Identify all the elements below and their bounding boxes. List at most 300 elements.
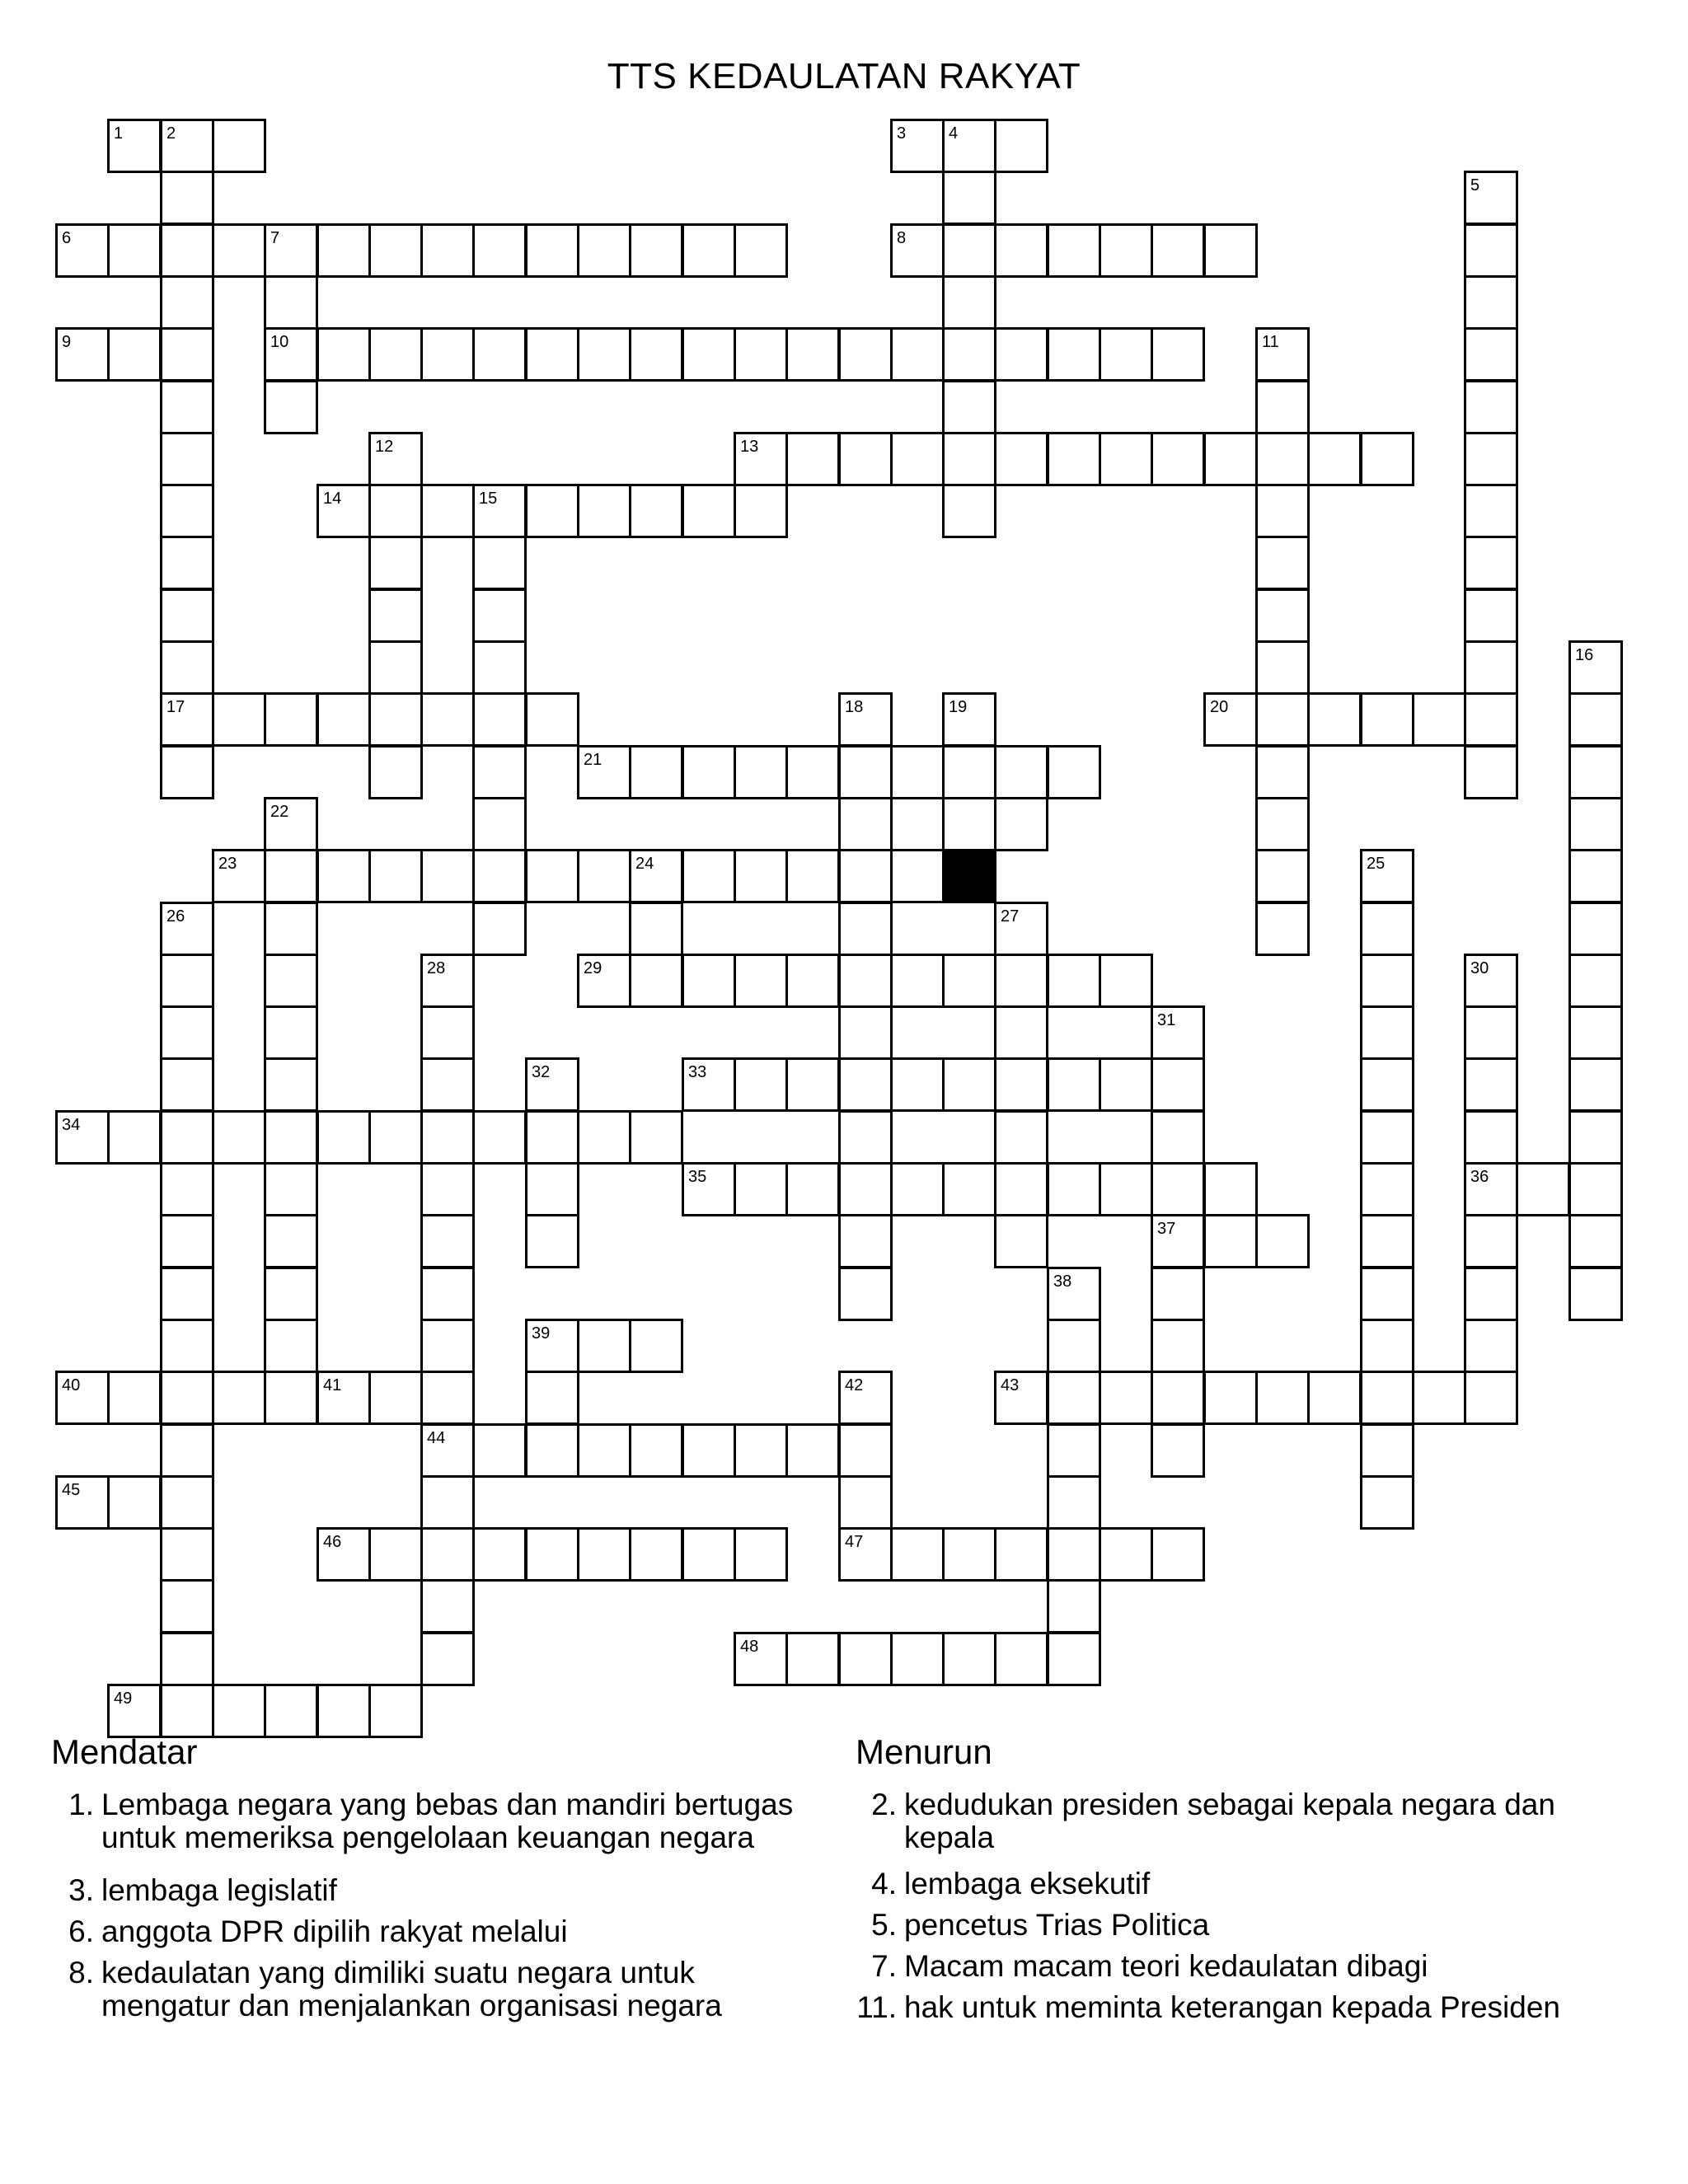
grid-cell[interactable] [1568, 745, 1623, 799]
grid-cell[interactable] [1099, 223, 1153, 278]
grid-cell[interactable] [264, 275, 318, 330]
grid-cell[interactable] [1568, 1214, 1623, 1268]
grid-cell[interactable] [160, 1684, 214, 1738]
grid-cell[interactable] [994, 1110, 1048, 1165]
grid-cell[interactable] [420, 954, 475, 1008]
grid-cell[interactable] [160, 1632, 214, 1686]
grid-cell[interactable] [1464, 1005, 1518, 1060]
grid-cell[interactable] [160, 119, 214, 173]
grid-cell[interactable] [420, 1527, 475, 1582]
grid-cell[interactable] [420, 1162, 475, 1216]
grid-cell[interactable] [734, 745, 788, 799]
grid-cell[interactable] [629, 327, 683, 382]
grid-cell[interactable] [942, 1057, 996, 1112]
grid-cell[interactable] [1568, 1057, 1623, 1112]
grid-cell[interactable] [838, 1475, 893, 1530]
grid-cell[interactable] [629, 1527, 683, 1582]
grid-cell[interactable] [1464, 223, 1518, 278]
grid-cell[interactable] [785, 432, 840, 486]
grid-cell[interactable] [785, 1423, 840, 1478]
grid-cell[interactable] [316, 692, 371, 747]
grid-cell[interactable] [472, 588, 527, 643]
grid-cell[interactable] [1099, 1527, 1153, 1582]
grid-cell[interactable] [368, 1110, 423, 1165]
grid-cell[interactable] [577, 1423, 631, 1478]
grid-cell[interactable] [1568, 692, 1623, 747]
grid-cell[interactable] [264, 902, 318, 956]
grid-cell[interactable] [368, 327, 423, 382]
grid-cell[interactable] [1360, 1267, 1414, 1321]
grid-cell[interactable] [1464, 536, 1518, 590]
grid-cell[interactable] [629, 1319, 683, 1373]
grid-cell[interactable] [890, 954, 945, 1008]
grid-cell[interactable] [1255, 327, 1310, 382]
grid-cell[interactable] [212, 1684, 266, 1738]
grid-cell[interactable] [160, 745, 214, 799]
grid-cell[interactable] [264, 1214, 318, 1268]
grid-cell[interactable] [1412, 692, 1466, 747]
grid-cell[interactable] [368, 640, 423, 695]
grid-cell[interactable] [734, 1423, 788, 1478]
grid-cell[interactable] [890, 327, 945, 382]
grid-cell[interactable] [994, 119, 1048, 173]
grid-cell[interactable] [838, 1632, 893, 1686]
grid-cell[interactable] [1151, 1423, 1205, 1478]
grid-cell[interactable] [1464, 692, 1518, 747]
grid-cell[interactable] [160, 484, 214, 538]
grid-cell[interactable] [1203, 1214, 1258, 1268]
grid-cell[interactable] [629, 1110, 683, 1165]
grid-cell[interactable] [1360, 1319, 1414, 1373]
grid-cell[interactable] [942, 1527, 996, 1582]
grid-cell[interactable] [160, 1527, 214, 1582]
grid-cell[interactable] [682, 1162, 736, 1216]
grid-cell[interactable] [316, 1684, 371, 1738]
grid-cell[interactable] [942, 223, 996, 278]
grid-cell[interactable] [55, 327, 110, 382]
grid-cell[interactable] [420, 1267, 475, 1321]
grid-cell[interactable] [629, 223, 683, 278]
grid-cell[interactable] [1151, 1057, 1205, 1112]
grid-cell[interactable] [264, 1110, 318, 1165]
grid-cell[interactable] [629, 1423, 683, 1478]
grid-cell[interactable] [785, 1162, 840, 1216]
grid-cell[interactable] [525, 1110, 579, 1165]
grid-cell[interactable] [525, 1319, 579, 1373]
grid-cell[interactable] [160, 954, 214, 1008]
grid-cell[interactable] [1255, 1214, 1310, 1268]
grid-cell[interactable] [1099, 954, 1153, 1008]
grid-cell[interactable] [160, 432, 214, 486]
grid-cell[interactable] [890, 797, 945, 851]
grid-cell[interactable] [682, 849, 736, 903]
grid-cell[interactable] [1203, 1371, 1258, 1425]
grid-cell[interactable] [942, 432, 996, 486]
grid-cell[interactable] [577, 849, 631, 903]
grid-cell[interactable] [785, 745, 840, 799]
grid-cell[interactable] [1151, 1162, 1205, 1216]
grid-cell[interactable] [1203, 1162, 1258, 1216]
grid-cell[interactable] [160, 1057, 214, 1112]
grid-cell[interactable] [160, 1319, 214, 1373]
grid-cell[interactable] [1047, 1632, 1101, 1686]
grid-cell[interactable] [734, 954, 788, 1008]
grid-cell[interactable] [1360, 1057, 1414, 1112]
grid-cell[interactable] [472, 692, 527, 747]
grid-cell[interactable] [525, 223, 579, 278]
grid-cell[interactable] [890, 745, 945, 799]
grid-cell[interactable] [264, 797, 318, 851]
grid-cell[interactable] [629, 902, 683, 956]
grid-cell[interactable] [55, 1110, 110, 1165]
grid-cell[interactable] [1360, 1371, 1414, 1425]
grid-cell[interactable] [1307, 432, 1362, 486]
grid-cell[interactable] [1255, 1371, 1310, 1425]
grid-cell[interactable] [368, 1684, 423, 1738]
grid-cell[interactable] [838, 1005, 893, 1060]
grid-cell[interactable] [629, 484, 683, 538]
grid-cell[interactable] [942, 275, 996, 330]
grid-cell[interactable] [107, 1371, 162, 1425]
grid-cell[interactable] [107, 119, 162, 173]
grid-cell[interactable] [1360, 432, 1414, 486]
grid-cell[interactable] [472, 1527, 527, 1582]
grid-cell[interactable] [1360, 849, 1414, 903]
grid-cell[interactable] [994, 1632, 1048, 1686]
grid-cell[interactable] [1099, 1162, 1153, 1216]
grid-cell[interactable] [785, 1057, 840, 1112]
grid-cell[interactable] [629, 849, 683, 903]
grid-cell[interactable] [577, 954, 631, 1008]
grid-cell[interactable] [890, 849, 945, 903]
grid-cell[interactable] [1360, 902, 1414, 956]
grid-cell[interactable] [994, 1371, 1048, 1425]
grid-cell[interactable] [1464, 171, 1518, 225]
grid-cell[interactable] [942, 171, 996, 225]
grid-cell[interactable] [785, 849, 840, 903]
grid-cell[interactable] [1151, 1527, 1205, 1582]
grid-cell[interactable] [1047, 1267, 1101, 1321]
grid-cell[interactable] [264, 954, 318, 1008]
grid-cell[interactable] [264, 380, 318, 434]
grid-cell[interactable] [734, 849, 788, 903]
grid-cell[interactable] [368, 223, 423, 278]
grid-cell[interactable] [1516, 1162, 1570, 1216]
grid-cell[interactable] [472, 327, 527, 382]
grid-cell[interactable] [525, 1214, 579, 1268]
grid-cell[interactable] [1360, 692, 1414, 747]
grid-cell[interactable] [1255, 902, 1310, 956]
grid-cell[interactable] [577, 223, 631, 278]
grid-cell[interactable] [994, 223, 1048, 278]
grid-cell[interactable] [160, 640, 214, 695]
grid-cell[interactable] [1464, 327, 1518, 382]
grid-cell[interactable] [1464, 1319, 1518, 1373]
grid-cell[interactable] [1568, 902, 1623, 956]
grid-cell[interactable] [682, 1527, 736, 1582]
grid-cell[interactable] [838, 432, 893, 486]
grid-cell[interactable] [525, 327, 579, 382]
grid-cell[interactable] [838, 902, 893, 956]
grid-cell[interactable] [1568, 1162, 1623, 1216]
grid-cell[interactable] [734, 1057, 788, 1112]
grid-cell[interactable] [1464, 588, 1518, 643]
grid-cell[interactable] [682, 484, 736, 538]
grid-cell[interactable] [1099, 1057, 1153, 1112]
grid-cell[interactable] [1464, 640, 1518, 695]
grid-cell[interactable] [1412, 1371, 1466, 1425]
grid-cell[interactable] [838, 1527, 893, 1582]
grid-cell[interactable] [682, 223, 736, 278]
grid-cell[interactable] [994, 432, 1048, 486]
grid-cell[interactable] [420, 1579, 475, 1633]
grid-cell[interactable] [420, 1214, 475, 1268]
grid-cell[interactable] [1151, 1319, 1205, 1373]
grid-cell[interactable] [368, 849, 423, 903]
grid-cell[interactable] [994, 327, 1048, 382]
grid-cell[interactable] [734, 327, 788, 382]
grid-cell[interactable] [107, 223, 162, 278]
grid-cell[interactable] [942, 745, 996, 799]
grid-cell[interactable] [1464, 1214, 1518, 1268]
grid-cell[interactable] [838, 692, 893, 747]
grid-cell[interactable] [838, 1423, 893, 1478]
grid-cell[interactable] [1255, 536, 1310, 590]
grid-cell[interactable] [1360, 1423, 1414, 1478]
grid-cell[interactable] [785, 327, 840, 382]
grid-cell[interactable] [316, 327, 371, 382]
grid-cell[interactable] [1568, 849, 1623, 903]
grid-cell[interactable] [1464, 380, 1518, 434]
grid-cell[interactable] [942, 954, 996, 1008]
grid-cell[interactable] [994, 1214, 1048, 1268]
grid-cell[interactable] [1047, 954, 1101, 1008]
grid-cell[interactable] [942, 1632, 996, 1686]
grid-cell[interactable] [942, 797, 996, 851]
grid-cell[interactable] [994, 1005, 1048, 1060]
grid-cell[interactable] [1255, 484, 1310, 538]
grid-cell[interactable] [1151, 1371, 1205, 1425]
grid-cell[interactable] [1464, 1267, 1518, 1321]
grid-cell[interactable] [890, 1632, 945, 1686]
grid-cell[interactable] [160, 1475, 214, 1530]
grid-cell[interactable] [577, 1110, 631, 1165]
grid-cell[interactable] [1255, 640, 1310, 695]
grid-cell[interactable] [1047, 223, 1101, 278]
grid-cell[interactable] [1099, 1371, 1153, 1425]
grid-cell[interactable] [1464, 1162, 1518, 1216]
grid-cell[interactable] [264, 1162, 318, 1216]
grid-cell[interactable] [472, 1110, 527, 1165]
grid-cell[interactable] [316, 1527, 371, 1582]
grid-cell[interactable] [1099, 327, 1153, 382]
grid-cell[interactable] [212, 1110, 266, 1165]
grid-cell[interactable] [55, 1475, 110, 1530]
grid-cell[interactable] [1464, 275, 1518, 330]
grid-cell[interactable] [525, 692, 579, 747]
grid-cell[interactable] [682, 1057, 736, 1112]
grid-cell[interactable] [160, 902, 214, 956]
grid-cell[interactable] [472, 1423, 527, 1478]
grid-cell[interactable] [472, 849, 527, 903]
grid-cell[interactable] [472, 797, 527, 851]
grid-cell[interactable] [160, 1005, 214, 1060]
grid-cell[interactable] [264, 1057, 318, 1112]
grid-cell[interactable] [1047, 1319, 1101, 1373]
grid-cell[interactable] [160, 223, 214, 278]
grid-cell[interactable] [420, 484, 475, 538]
grid-cell[interactable] [525, 484, 579, 538]
grid-cell[interactable] [420, 1371, 475, 1425]
grid-cell[interactable] [212, 119, 266, 173]
grid-cell[interactable] [1099, 432, 1153, 486]
grid-cell[interactable] [472, 536, 527, 590]
grid-cell[interactable] [1047, 1475, 1101, 1530]
grid-cell[interactable] [420, 1005, 475, 1060]
grid-cell[interactable] [1047, 1371, 1101, 1425]
grid-cell[interactable] [1255, 745, 1310, 799]
grid-cell[interactable] [1151, 1005, 1205, 1060]
grid-cell[interactable] [420, 1319, 475, 1373]
grid-cell[interactable] [838, 1371, 893, 1425]
grid-cell[interactable] [942, 484, 996, 538]
grid-cell[interactable] [942, 327, 996, 382]
grid-cell[interactable] [160, 1579, 214, 1633]
grid-cell[interactable] [838, 954, 893, 1008]
grid-cell[interactable] [682, 745, 736, 799]
grid-cell[interactable] [160, 1110, 214, 1165]
grid-cell[interactable] [577, 745, 631, 799]
grid-cell[interactable] [1464, 1110, 1518, 1165]
grid-cell[interactable] [160, 536, 214, 590]
grid-cell[interactable] [1255, 432, 1310, 486]
grid-cell[interactable] [55, 223, 110, 278]
grid-cell[interactable] [212, 223, 266, 278]
grid-cell[interactable] [368, 1371, 423, 1425]
grid-cell[interactable] [1464, 745, 1518, 799]
grid-cell[interactable] [1047, 432, 1101, 486]
grid-cell[interactable] [107, 327, 162, 382]
grid-cell[interactable] [316, 1110, 371, 1165]
grid-cell[interactable] [368, 536, 423, 590]
grid-cell[interactable] [734, 1527, 788, 1582]
grid-cell[interactable] [838, 745, 893, 799]
grid-cell[interactable] [838, 1214, 893, 1268]
grid-cell[interactable] [994, 745, 1048, 799]
grid-cell[interactable] [994, 1057, 1048, 1112]
grid-cell[interactable] [734, 1632, 788, 1686]
grid-cell[interactable] [264, 223, 318, 278]
grid-cell[interactable] [994, 954, 1048, 1008]
grid-cell[interactable] [264, 1005, 318, 1060]
grid-cell[interactable] [107, 1475, 162, 1530]
grid-cell[interactable] [420, 1110, 475, 1165]
grid-cell[interactable] [472, 223, 527, 278]
grid-cell[interactable] [472, 640, 527, 695]
grid-cell[interactable] [160, 1423, 214, 1478]
grid-cell[interactable] [890, 1057, 945, 1112]
grid-cell[interactable] [1203, 432, 1258, 486]
grid-cell[interactable] [734, 1162, 788, 1216]
grid-cell[interactable] [316, 484, 371, 538]
grid-cell[interactable] [1360, 1475, 1414, 1530]
grid-cell[interactable] [838, 1110, 893, 1165]
grid-cell[interactable] [368, 588, 423, 643]
grid-cell[interactable] [420, 849, 475, 903]
grid-cell[interactable] [212, 692, 266, 747]
grid-cell[interactable] [1047, 1423, 1101, 1478]
grid-cell[interactable] [785, 1632, 840, 1686]
grid-cell[interactable] [1360, 1214, 1414, 1268]
grid-cell[interactable] [160, 692, 214, 747]
grid-cell[interactable] [942, 119, 996, 173]
grid-cell[interactable] [368, 1527, 423, 1582]
grid-cell[interactable] [994, 902, 1048, 956]
grid-cell[interactable] [1047, 1527, 1101, 1582]
grid-cell[interactable] [525, 849, 579, 903]
grid-cell[interactable] [994, 1527, 1048, 1582]
grid-cell[interactable] [420, 1423, 475, 1478]
grid-cell[interactable] [107, 1684, 162, 1738]
grid-cell[interactable] [785, 954, 840, 1008]
grid-cell[interactable] [472, 902, 527, 956]
grid-cell[interactable] [1464, 484, 1518, 538]
grid-cell[interactable] [1255, 380, 1310, 434]
grid-cell[interactable] [1568, 1110, 1623, 1165]
grid-cell[interactable] [994, 1162, 1048, 1216]
grid-cell[interactable] [890, 1527, 945, 1582]
grid-cell[interactable] [838, 1162, 893, 1216]
grid-cell[interactable] [1568, 797, 1623, 851]
grid-cell[interactable] [1464, 1057, 1518, 1112]
grid-cell[interactable] [994, 797, 1048, 851]
grid-cell[interactable] [1255, 588, 1310, 643]
grid-cell[interactable] [890, 119, 945, 173]
grid-cell[interactable] [629, 954, 683, 1008]
grid-cell[interactable] [1307, 1371, 1362, 1425]
grid-cell[interactable] [1047, 1162, 1101, 1216]
grid-cell[interactable] [212, 849, 266, 903]
grid-cell[interactable] [160, 380, 214, 434]
grid-cell[interactable] [734, 484, 788, 538]
grid-cell[interactable] [368, 745, 423, 799]
grid-cell[interactable] [264, 1684, 318, 1738]
grid-cell[interactable] [890, 1162, 945, 1216]
grid-cell[interactable] [1307, 692, 1362, 747]
grid-cell[interactable] [160, 1371, 214, 1425]
grid-cell[interactable] [1360, 954, 1414, 1008]
grid-cell[interactable] [316, 223, 371, 278]
grid-cell[interactable] [734, 223, 788, 278]
grid-cell[interactable] [472, 484, 527, 538]
grid-cell[interactable] [577, 484, 631, 538]
grid-cell[interactable] [264, 1319, 318, 1373]
grid-cell[interactable] [838, 1267, 893, 1321]
grid-cell[interactable] [838, 327, 893, 382]
grid-cell[interactable] [1568, 1005, 1623, 1060]
grid-cell[interactable] [1464, 954, 1518, 1008]
grid-cell[interactable] [1151, 327, 1205, 382]
grid-cell[interactable] [264, 692, 318, 747]
grid-cell[interactable] [629, 745, 683, 799]
grid-cell[interactable] [160, 171, 214, 225]
grid-cell[interactable] [890, 223, 945, 278]
grid-cell[interactable] [368, 432, 423, 486]
grid-cell[interactable] [577, 1319, 631, 1373]
grid-cell[interactable] [838, 849, 893, 903]
grid-cell[interactable] [316, 849, 371, 903]
grid-cell[interactable] [212, 1371, 266, 1425]
